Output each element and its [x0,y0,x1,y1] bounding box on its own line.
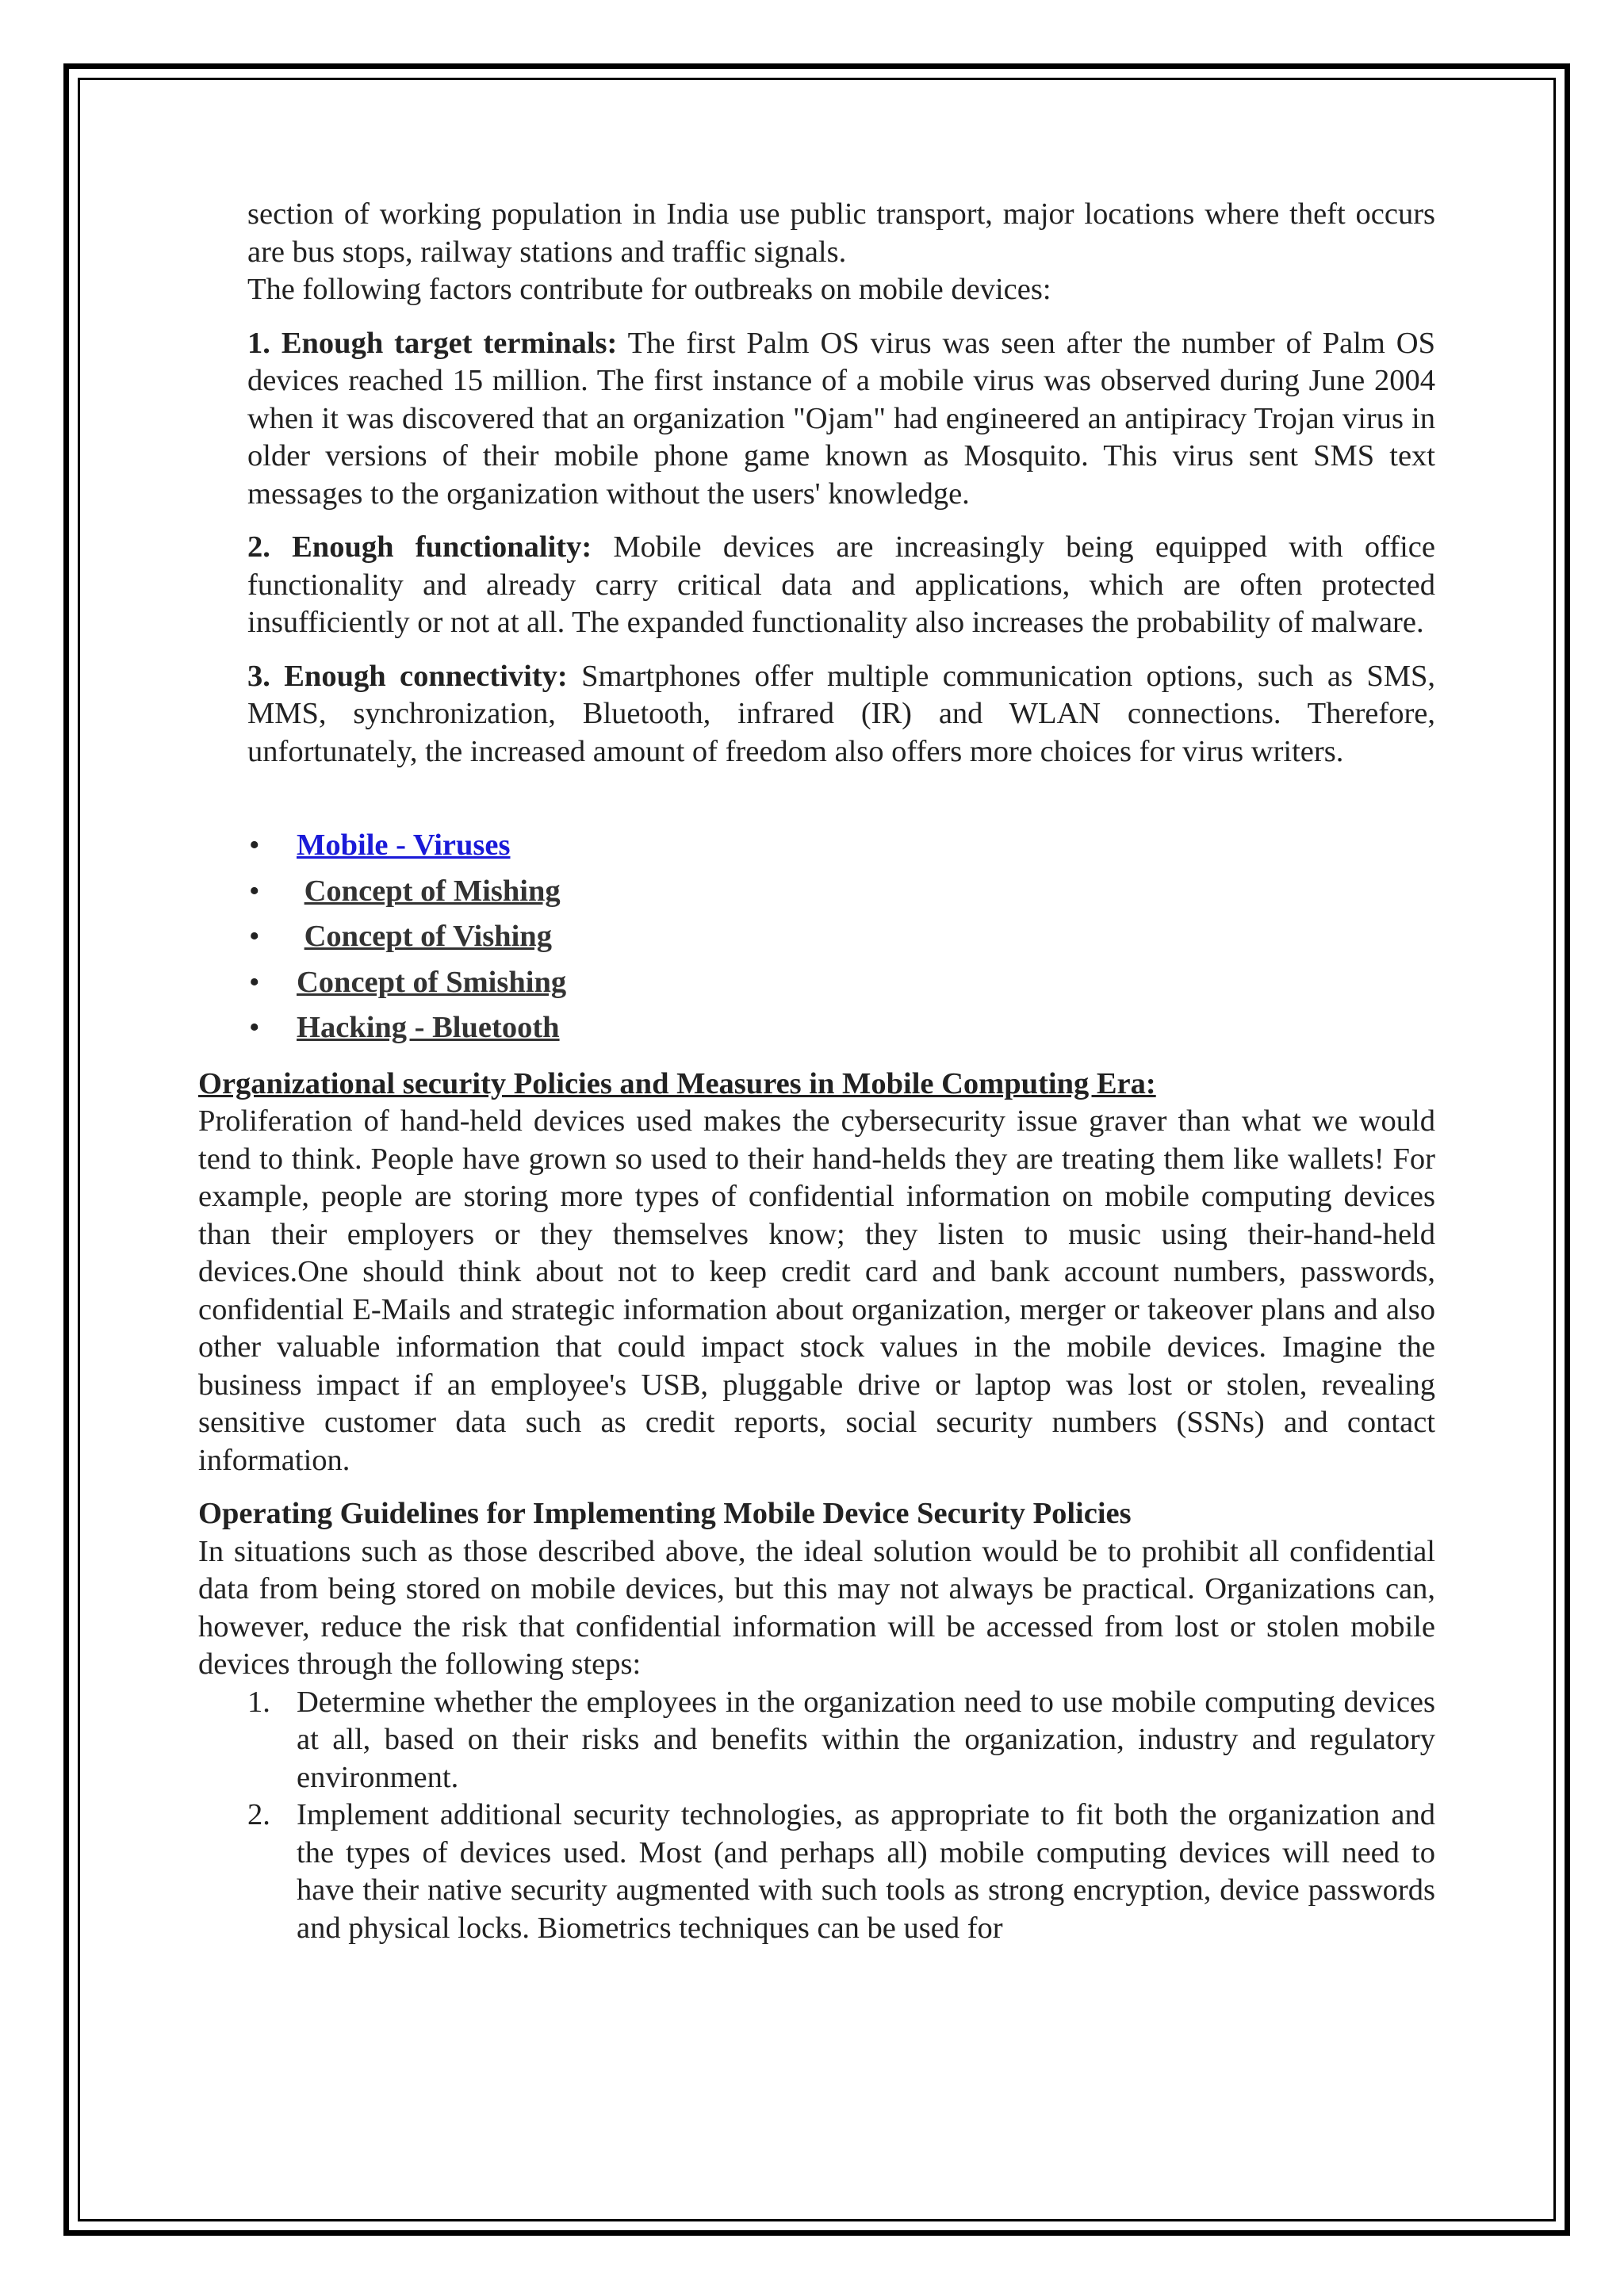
intro-lead: The following factors contribute for outbreaks on mobile devices: [247,273,1051,306]
bullet-icon: • [249,920,260,953]
link-concept-of-mishing[interactable]: Concept of Mishing [304,874,561,908]
step-number: 1. [247,1685,270,1719]
factor-paragraph [198,325,1435,514]
section-body-guidelines: In situations such as those described above, the ideal solution would be to prohibit all confidential data from being stored on mobile devices, but this may not always be practical. Organizations can, however, reduce the risk that confidential information will be accessed from lost or stolen mobile devices through the following steps: [198,1534,1435,1681]
factor-text: Smartphones offer multiple communication options, such as SMS, MMS, synchronization, Bluetooth, infrared (IR) and WLAN connections. Therefore, unfortunately, the increased amount of freedom also offers more choices for virus writers. [247,659,1436,768]
section-body-policies: Proliferation of hand-held devices used makes the cybersecurity issue graver than what we would tend to think. People have grown so used to their hand-helds they are treating them like wallets! For example, people are storing more types of confidential information on mobile computing devices than their employers or they themselves know; they listen to music using their-hand-held devices.One should think about not to keep credit card and bank account numbers, passwords, confidential E-Mails and strategic information about organization, merger or takeover plans and also other valuable information that could impact stock values in the mobile devices. Imagine the business impact if an employee's USB, pluggable drive or laptop was lost or stolen, revealing sensitive customer data such as credit reports, social security numbers (SSNs) and contact information. [198,1104,1435,1477]
bullet-icon: • [249,874,260,908]
step-text: Implement additional security technologies, as appropriate to fit both the organization and the types of devices used. Most (and perhaps all) mobile computing devices will need to have their native security augmented with such tools as strong encryption, device passwords and physical locks. Biometrics techniques can be used for [297,1798,1435,1945]
factor-text: Mobile devices are increasingly being equipped with office functionality and already carry critical data and applications, which are often protected insufficiently or not at all. The expanded functionality also increases the probability of malware. [247,530,1435,639]
link-hacking-bluetooth[interactable]: Hacking - Bluetooth [297,1011,560,1044]
list-item [198,823,1435,869]
section-heading-policies: Organizational security Policies and Measures in Mobile Computing Era: [198,1066,1156,1100]
list-item [198,960,1435,1006]
section-heading-guidelines: Operating Guidelines for Implementing Mobile Device Security Policies [198,1497,1132,1530]
topic-link-list [198,823,1435,1051]
intro-paragraph: section of working population in India use public transport, major locations where theft occurs are bus stops, railway stations and traffic signals. [247,197,1435,269]
list-item [198,869,1435,915]
factor-paragraph [198,529,1435,642]
link-mobile-viruses[interactable]: Mobile - Viruses [297,828,511,862]
list-item [198,1684,1435,1797]
list-item [198,914,1435,960]
factor-title: 1. Enough target terminals: [247,326,618,360]
page-content [198,196,1435,1947]
factor-text: The first Palm OS virus was seen after the number of Palm OS devices reached 15 million. The first instance of a mobile virus was observed during June 2004 when it was discovered that an organization "Ojam" had engineered an antipiracy Trojan virus in older versions of their mobile phone game known as Mosquito. This virus sent SMS text messages to the organization without the users' knowledge. [247,326,1435,511]
link-concept-of-smishing[interactable]: Concept of Smishing [297,965,567,999]
step-number: 2. [247,1798,270,1831]
factor-title: 2. Enough functionality: [247,530,592,564]
list-item [198,1005,1435,1051]
bullet-icon: • [249,1011,260,1044]
step-text: Determine whether the employees in the organization need to use mobile computing devices at all, based on their risks and benefits within the organization, industry and regulatory environment. [297,1685,1435,1794]
link-concept-of-vishing[interactable]: Concept of Vishing [304,920,552,953]
bullet-icon: • [249,965,260,999]
steps-list [198,1684,1435,1948]
list-item [198,1797,1435,1947]
factor-paragraph [198,658,1435,771]
factor-title: 3. Enough connectivity: [247,659,568,693]
bullet-icon: • [249,828,260,862]
